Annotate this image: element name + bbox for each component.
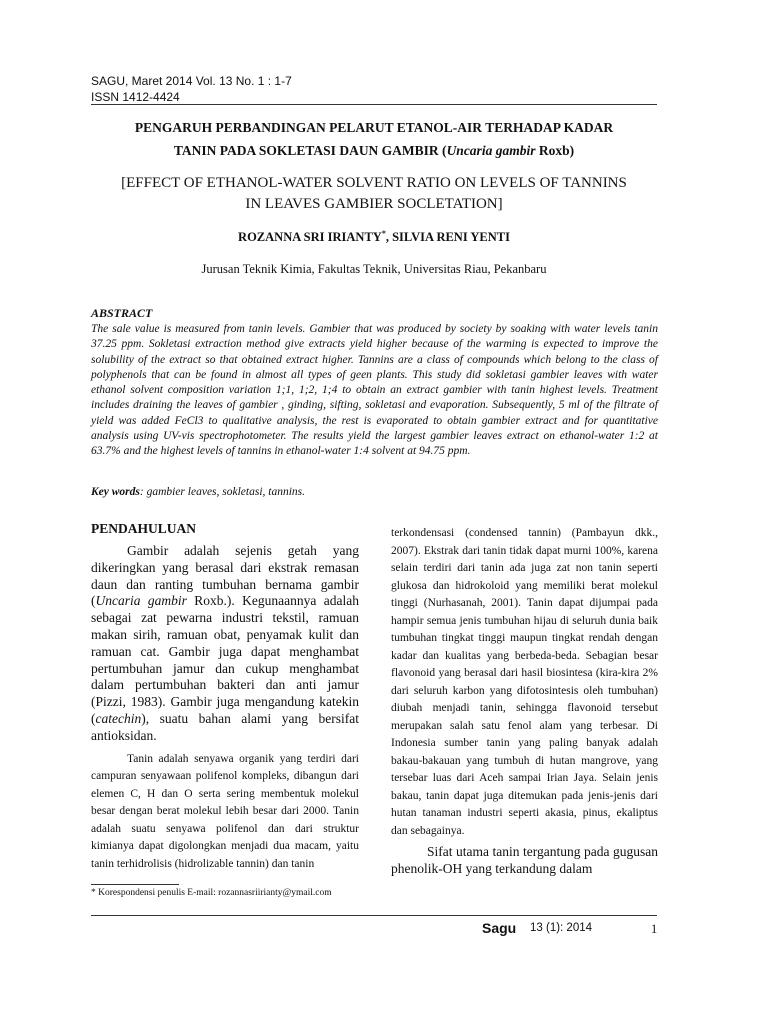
right-column — [391, 525, 658, 878]
authors — [91, 229, 657, 245]
page-number: 1 — [651, 922, 658, 936]
author-2: , SILVIA RENI YENTI — [385, 230, 510, 245]
header-rule — [91, 104, 657, 105]
keywords-label: Key words — [91, 486, 140, 498]
section-heading: PENDAHULUAN — [91, 521, 197, 536]
abstract-heading: ABSTRACT — [91, 306, 153, 320]
right-paragraph-1: terkondensasi (condensed tannin) (Pambayun dkk., 2007). Ekstrak dari tanin tidak dapat murni 100%, karena selain terdiri dari tanin ada juga zat non tanin seperti glukosa dan hidrokoloid yang memiliki berat molekul tinggi (Nurhasanah, 2001). Tanin dapat dijumpai pada hampir semua jenis tumbuhan hijau di seluruh dunia baik tumbuhan tingkat tinggi maupun tingkat rendah dengan kadar dan kualitas yang berbeda-beda. Sebagian besar flavonoid yang berasal dari hasil biosintesa (kira-kira 2% dari seluruh karbon yang difotosintesis oleh tumbuhan) diubah menjadi tanin, sehingga flavonoid tersebut merupakan salah satu fenol alam yang terbesar. Di Indonesia sumber tanin yang paling banyak adalah bakau-bakauan yang tumbuh di hutan mangrove, yang tersebar luas dari Aceh sampai Irian Jaya. Selain jenis bakau, tanin dapat juga ditemukan pada jenis-jenis dari hutan tanaman industri seperti akasia, pinus, ekaliptus dan sebagainya. — [391, 527, 658, 837]
keywords-text: : gambier leaves, sokletasi, tannins. — [139, 486, 306, 498]
p1-text-c: Roxb.). Kegunaannya adalah sebagai zat pewarna industri tekstil, ramuan makan sirih, ramuan obat, penyamak kulit dan ramuan cat. Gambir juga dapat menghambat pertumbuhan jamur dan cukup menghambat dalam pertumbuhan bakteri dan anti jamur (Pizzi, 1983). Gambir juga mengandung katekin ( — [91, 593, 359, 726]
title-en-line1: [EFFECT OF ETHANOL-WATER SOLVENT RATIO ON LEVELS OF TANNINS — [121, 175, 627, 191]
footer-journal: Sagu — [482, 920, 517, 936]
left-column — [91, 521, 359, 873]
intro-paragraph-1 — [91, 543, 359, 745]
issn: ISSN 1412-4424 — [91, 90, 180, 104]
affiliation: Jurusan Teknik Kimia, Fakultas Teknik, Universitas Riau, Pekanbaru — [201, 262, 547, 276]
footnote: * Korespondensi penulis E-mail: rozannasriirianty@ymail.com — [91, 888, 332, 898]
author-1: ROZANNA SRI IRIANTY — [238, 230, 382, 245]
p1-text-e: ), suatu bahan alami yang bersifat antioksidan. — [91, 710, 359, 743]
title-id-line2-pre: TANIN PADA SOKLETASI DAUN GAMBIR ( — [173, 143, 447, 158]
title-id-line1: PENGARUH PERBANDINGAN PELARUT ETANOL-AIR TERHADAP KADAR — [134, 120, 614, 135]
keywords — [91, 486, 305, 498]
p1-species: Uncaria gambir — [95, 593, 187, 609]
abstract-text: The sale value is measured from tanin levels. Gambier that was produced by society by soaking with water levels tanin 37.25 ppm. Sokletasi extraction method give extracts yield higher because of the warming is expected to improve the solubility of the extract so that obtained extract higher. Tannins are a class of compounds which belong to the class of polyphenols that can be found in almost all types of geen plants. This study did sokletasi gambier leaves with water ethanol solvent composition variation 1;1, 1;2, 1;4 to obtain an extract gambier with tanin highest levels. Treatment includes draining the leaves of gambier , ginding, sifting, sokletasi and evaporation. Subsequently, 5 ml of the filtrate of yield was added FeCl3 to qualitative analysis, the rest is evaporated to obtain gambier extract and for quantitative analysis using UV-vis spectrophotometer. The results yield the largest gambier leaves extract on ethanol-water 1:2 at 63.7% and the highest levels of tannins in ethanol-water 1:4 solvent at 94.75 ppm. — [91, 323, 658, 458]
title-en-line2: IN LEAVES GAMBIER SOCLETATION] — [245, 196, 503, 212]
title-id-line2-post: Roxb) — [535, 143, 575, 158]
footer-rule — [91, 915, 657, 916]
p1-text-a: Gambir adalah sejenis getah yang dikeringkan yang berasal dari ekstrak remasan daun dan ranting tumbuhan bernama gambir ( — [91, 543, 359, 609]
title-id-line2 — [91, 139, 657, 162]
journal-citation: SAGU, Maret 2014 Vol. 13 No. 1 : 1-7 — [91, 74, 292, 88]
corresponding-mark: * — [381, 229, 386, 238]
p1-catechin: catechin — [95, 710, 142, 726]
intro-paragraph-2: Tanin adalah senyawa organik yang terdiri dari campuran senyawaan polifenol kompleks, dibangun dari elemen C, H dan O serta sering membentuk molekul besar dengan berat molekul lebih besar dari 2000. Tanin adalah suatu senyawa polifenol dan dari struktur kimianya dapat digolongkan menjadi dua macam, yaitu tanin terhidrolisis (hidrolizable tannin) dan tanin — [91, 752, 359, 870]
journal-header — [91, 73, 292, 105]
title-english — [91, 173, 657, 215]
right-paragraph-2: Sifat utama tanin tergantung pada gugusan phenolik-OH yang terkandung dalam — [391, 844, 658, 876]
title-indonesian — [91, 116, 657, 162]
species-name: Uncaria gambir — [446, 143, 536, 158]
footnote-rule — [91, 884, 179, 885]
footer-volume: 13 (1): 2014 — [530, 922, 593, 934]
